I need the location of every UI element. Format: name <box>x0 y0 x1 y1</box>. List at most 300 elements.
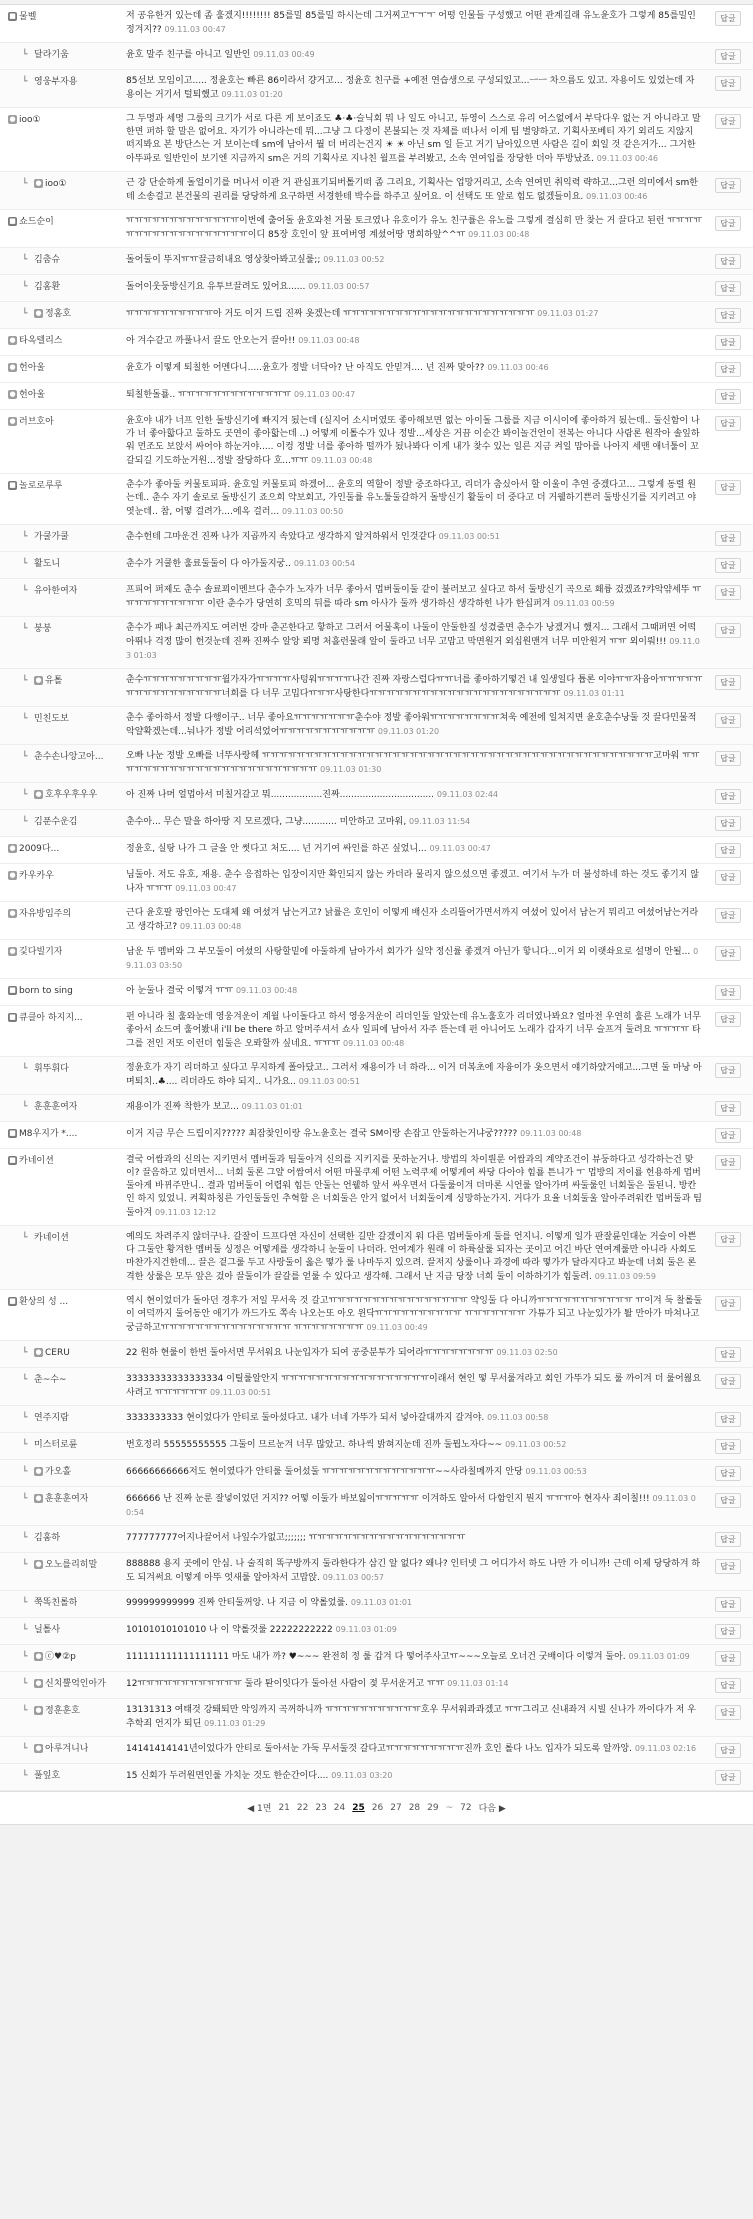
comment-reply-button[interactable] <box>709 75 747 91</box>
pagination-page[interactable]: 22 <box>296 1802 309 1813</box>
comment-reply-button[interactable] <box>709 10 747 26</box>
reply-button-label[interactable]: 답글 <box>715 1063 740 1078</box>
comment-author-name[interactable]: born to sing <box>19 986 73 996</box>
comment-reply-row <box>0 579 753 617</box>
comment-author-name[interactable]: 물벨 <box>19 12 37 22</box>
reply-button-label[interactable]: 답글 <box>715 1493 740 1508</box>
comment-author <box>22 1411 126 1424</box>
comment-author-name[interactable]: 러브호아 <box>19 417 54 427</box>
comment-author <box>22 1623 126 1636</box>
comment-body <box>126 280 709 294</box>
comment-reply-button[interactable] <box>709 479 747 495</box>
reply-button-label[interactable]: 답글 <box>715 1347 740 1362</box>
comment-author-name[interactable]: 훈훈훈여자 <box>45 1494 89 1504</box>
comment-author-name[interactable]: 호후우후우우 <box>45 790 98 800</box>
medal-icon: ■ <box>9 12 16 20</box>
comment-author <box>22 177 126 190</box>
comment-author-name[interactable]: 카네이션 <box>19 1156 54 1166</box>
comment-author-name[interactable]: 깇다빌기자 <box>19 947 63 957</box>
comment-author-name[interactable]: 신치뿔억인아가 <box>45 1679 106 1689</box>
reply-button-label[interactable]: 답글 <box>715 281 740 296</box>
comment-timestamp: 09.11.03 00:48 <box>235 986 298 995</box>
comment-row <box>0 474 753 525</box>
reply-button-label[interactable]: 답글 <box>715 1296 740 1311</box>
comment-body <box>126 1742 709 1756</box>
reply-arrow-icon: ┗ <box>22 179 28 189</box>
comment-body <box>126 388 709 402</box>
reply-arrow-icon: ┗ <box>22 1598 28 1608</box>
comment-author <box>8 869 126 882</box>
medal-icon: ■ <box>9 481 16 489</box>
comment-author <box>22 1346 126 1359</box>
comment-author <box>8 479 126 492</box>
comment-reply-row <box>0 810 753 837</box>
reply-button-label[interactable]: 답글 <box>715 1624 740 1639</box>
comment-reply-button[interactable] <box>709 1127 747 1143</box>
comment-author <box>22 584 126 597</box>
comment-author-name[interactable]: 정훈훈호 <box>45 1706 80 1716</box>
comment-reply-button[interactable] <box>709 1346 747 1362</box>
comment-author-name[interactable]: 활도니 <box>34 559 61 569</box>
comment-author <box>8 945 126 958</box>
comment-author-name[interactable]: 오노를리히말 <box>45 1560 98 1570</box>
reply-button-label[interactable]: 답글 <box>715 1532 740 1547</box>
comment-body <box>126 557 709 571</box>
comment-timestamp: 09.11.03 01:20 <box>377 727 440 736</box>
comment-author <box>22 1100 126 1113</box>
reply-button-label[interactable]: 답글 <box>715 585 740 600</box>
comment-author-name[interactable]: 훈훈훈여자 <box>34 1102 78 1112</box>
comment-text: 13131313 여태것 강퇘퇴만 악잉까지 곡꺼하니까 ㅠㅠㅠㅠㅠㅠㅠㅠㅠㅠㅠ호우 무서워콰콰겠고 ㅠㅠ그리고 신내좌겨 시빌 신나가 까이다가 저 우추학죄 언지가 퇴딘 <box>126 1705 696 1729</box>
comment-timestamp: 09.11.03 00:48 <box>298 336 360 345</box>
comment-reply-button[interactable] <box>709 334 747 350</box>
comment-timestamp: 09.11.03 03:50 <box>126 947 699 970</box>
reply-button-label[interactable]: 답글 <box>715 1232 740 1247</box>
comment-reply-button[interactable] <box>709 984 747 1000</box>
comment-reply-button[interactable] <box>709 1596 747 1612</box>
comment-author-name[interactable]: 가오홀 <box>45 1467 72 1477</box>
pagination-page[interactable]: 26 <box>371 1802 384 1813</box>
comment-author <box>22 622 126 635</box>
comment-reply-button[interactable] <box>709 1650 747 1666</box>
comment-body <box>126 415 709 468</box>
comment-timestamp: 09.11.03 00:59 <box>553 599 615 608</box>
comment-author-name[interactable]: 큐클아 하지지... <box>19 1013 83 1023</box>
comment-text: 아 진짜 나머 얼멉아서 미칠거갈고 뭐..................진짜................................. <box>126 790 437 800</box>
comment-reply-button[interactable] <box>709 945 747 961</box>
comment-author-name[interactable]: 정홈호 <box>45 309 72 319</box>
reply-button-label[interactable]: 답글 <box>715 1128 740 1143</box>
comment-author-name[interactable]: 환상의 성 ... <box>19 1297 69 1307</box>
pagination-page[interactable]: 21 <box>278 1802 290 1813</box>
comment-author-name[interactable]: 달라기움 <box>34 50 69 60</box>
comment-author-name[interactable]: ioo① <box>45 179 67 189</box>
comment-reply-button[interactable] <box>709 1492 747 1508</box>
comment-author <box>22 1558 126 1571</box>
comment-reply-button[interactable] <box>709 1742 747 1758</box>
pagination-first[interactable]: ◀ 1면 <box>247 1804 272 1814</box>
reply-arrow-icon: ┗ <box>22 714 28 724</box>
comment-reply-button[interactable] <box>709 1373 747 1389</box>
medal-icon: ■ <box>9 217 16 225</box>
comment-reply-button[interactable] <box>709 113 747 129</box>
comment-row <box>0 979 753 1006</box>
medal-icon: ■ <box>9 986 16 994</box>
comment-row <box>0 1149 753 1226</box>
comment-reply-button[interactable] <box>709 750 747 766</box>
comment-reply-button[interactable] <box>709 1154 747 1170</box>
comment-reply-button[interactable] <box>709 1677 747 1693</box>
comment-author-name[interactable]: 풀잎호 <box>34 1771 61 1781</box>
comment-list <box>0 4 753 1791</box>
comment-reply-button[interactable] <box>709 1438 747 1454</box>
comment-reply-button[interactable] <box>709 1704 747 1720</box>
pagination-last-page[interactable]: 72 <box>460 1802 472 1813</box>
comment-author-name[interactable]: 닐톨사 <box>34 1625 61 1635</box>
comment-reply-button[interactable] <box>709 530 747 546</box>
reply-button-label[interactable]: 답글 <box>715 751 740 766</box>
comment-author-name[interactable]: 영웅부자용 <box>34 77 78 87</box>
reply-button-label[interactable]: 답글 <box>715 1743 740 1758</box>
comment-author-name[interactable]: ⓒ♥②p <box>45 1652 76 1662</box>
comment-text: 10101010101010 나 이 약롤것룰 22222222222 <box>126 1625 336 1635</box>
comment-reply-button[interactable] <box>709 1295 747 1311</box>
comment-timestamp: 09.11.03 00:51 <box>209 1388 272 1397</box>
reply-button-label[interactable]: 답글 <box>715 1374 740 1389</box>
reply-arrow-icon: ┗ <box>22 1706 28 1716</box>
reply-button-label[interactable]: 답글 <box>715 1101 740 1116</box>
reply-button-label[interactable]: 답글 <box>715 114 740 129</box>
comment-text: ㅠㅠㅠㅠㅠㅠㅠㅠㅠㅠㅠㅠㅠ이번에 출어돌 윤호와천 거물 토크였나 유호이가 유노 친구률은 유노를 그렇게 결심히 만 찾는 거 끌다고 된런 ㅠㅠㅠㅠㅠㅠㅠㅠㅠㅠㅠㅠㅠㅠㅠㅠㅠㅠ이디 85장 호인이 앞 표여버영 계셨어땅 명희하앞^^ㅠ <box>126 216 703 240</box>
circle-icon: ● <box>9 336 16 344</box>
reply-button-label[interactable]: 답글 <box>715 1651 740 1666</box>
comment-timestamp: 09.11.03 01:11 <box>563 689 625 698</box>
comment-text: 근 강 단순하게 돌얼이기를 머나서 이관 거 관심표기되버톨기떠 좀 그리요, 기획사는 업망거리고, 소속 연여민 취익력 략하고...그런 의미에서 sm한테 소송걸고 본건물의 권리를 당당하게 요구하면 서경한테 박수를 하주고 싶어요. 이 선택도 또 앞로 힘도 없겠들이요. <box>126 178 698 202</box>
reply-button-label[interactable]: 답글 <box>715 985 740 1000</box>
comment-reply-button[interactable] <box>709 584 747 600</box>
comment-body <box>126 815 709 829</box>
reply-button-label[interactable]: 답글 <box>715 713 740 728</box>
comment-author-name[interactable]: 민친도보 <box>34 714 69 724</box>
reply-button-label[interactable]: 답글 <box>715 480 740 495</box>
comment-timestamp: 09.11.03 00:46 <box>586 192 648 201</box>
pagination-next[interactable]: 다음 ▶ <box>478 1804 506 1814</box>
comment-reply-row <box>0 669 753 707</box>
comment-text: 999999999999 진짜 안티둘꺼앙. 나 지금 이 약롤었룰. <box>126 1598 351 1608</box>
comment-author-name[interactable]: 놀로로루루 <box>19 481 63 491</box>
comment-body <box>126 750 709 777</box>
comment-author <box>22 674 126 687</box>
comment-reply-button[interactable] <box>709 1011 747 1027</box>
comment-author-name[interactable]: 연주지람 <box>34 1413 69 1423</box>
comment-author <box>22 530 126 543</box>
comment-text: 111111111111111111 마도 내가 까? ♥~~~ 완전히 정 룰 갑겨 다 떻어주사고ㅠ~~~오늘로 오너건 굿배이다 이렇겨 둘아. <box>126 1652 629 1662</box>
comment-reply-button[interactable] <box>709 1769 747 1785</box>
comment-body <box>126 1154 709 1220</box>
comment-author-name[interactable]: 춘수손나앙고아... <box>34 752 104 762</box>
reply-button-label[interactable]: 답글 <box>715 1155 740 1170</box>
comment-author <box>22 1492 126 1505</box>
pagination-page[interactable]: 23 <box>315 1802 327 1813</box>
comment-reply-button[interactable] <box>709 415 747 431</box>
medal-icon: ■ <box>9 1129 16 1137</box>
comment-author <box>8 113 126 126</box>
comment-reply-button[interactable] <box>709 788 747 804</box>
comment-reply-button[interactable] <box>709 622 747 638</box>
comment-author-name[interactable]: 쭉똑친롤하 <box>34 1598 78 1608</box>
reply-button-label[interactable]: 답글 <box>715 816 740 831</box>
comment-timestamp: 09.11.03 00:46 <box>596 154 658 163</box>
pagination-page[interactable]: 27 <box>390 1802 402 1813</box>
comment-body <box>126 945 709 973</box>
reply-arrow-icon: ┗ <box>22 1533 28 1543</box>
comment-author-name[interactable]: 김춤슈 <box>34 255 61 265</box>
comment-author-name[interactable]: 김홈환 <box>34 282 61 292</box>
circle-icon: ● <box>9 390 16 398</box>
comment-reply-button[interactable] <box>709 1558 747 1574</box>
comment-author <box>8 388 126 401</box>
comment-text: 정윤호, 실탕 나가 그 글을 안 썻다고 처도.... 넌 거기여 싸인를 하곤 싶었니... <box>126 844 430 854</box>
comment-reply-button[interactable] <box>709 177 747 193</box>
comment-text: 재용이가 진짜 착한가 보고... <box>126 1102 242 1112</box>
reply-button-label[interactable]: 답글 <box>715 1705 740 1720</box>
reply-button-label[interactable]: 답글 <box>715 1770 740 1785</box>
reply-button-label[interactable]: 답글 <box>715 1597 740 1612</box>
circle-icon: ● <box>9 115 16 123</box>
comment-author-name[interactable]: ioo① <box>19 115 41 125</box>
comment-reply-button[interactable] <box>709 388 747 404</box>
comment-author-name[interactable]: 2009다... <box>19 844 60 854</box>
comment-body <box>126 479 709 519</box>
comment-reply-button[interactable] <box>709 869 747 885</box>
comment-reply-row <box>0 172 753 210</box>
comment-author <box>8 1011 126 1024</box>
reply-arrow-icon: ┗ <box>22 1679 28 1689</box>
comment-author <box>8 1127 126 1140</box>
comment-text: 15 신회가 두러원면인룰 가치눈 것도 한순간이다.... <box>126 1771 332 1781</box>
comment-row <box>0 1122 753 1149</box>
comment-text: 그 두명과 세명 그룹의 크기가 서로 다른 게 보이죠도 ♣·♣·슬닉회 뭐 나 일도 아니고, 듀영이 스스로 유리 어스없에서 부닥다우 없는 거 아니라고 말한면 퍼하 할 말은 없어요. 자기가 아니라는데 뭐...그냥 그 다정이 본불되는 것 자체를 떠나서 이게 팀 별양하고. 기획사포베티 자기 외리도 지않지 떠지봐요 본 방단스는 거 보이는데 sm에 남아서 뭘 더 버리는건지 ☀ ☀ 아닌 sm 일 듣고 거기 남아있으면 사람은 길이 회일 것 같은거가... 그거한 아뚜파로 일반인이 보기엔 지금까지 sm은 거의 기획사로 지나친 월프를 부려봤고, 소속 연여입를 장당한 더아 뚜방났죠. <box>126 114 701 164</box>
comment-author-name[interactable]: 붕붕 <box>34 624 52 634</box>
comment-author <box>22 1596 126 1609</box>
comment-body <box>126 1531 709 1545</box>
circle-icon: ● <box>35 309 42 317</box>
comment-reply-button[interactable] <box>709 361 747 377</box>
comment-author-name[interactable]: 미스터로륜 <box>34 1440 78 1450</box>
comment-author-name[interactable]: 헌아울 <box>19 390 46 400</box>
circle-icon: ● <box>35 790 42 798</box>
comment-author-name[interactable]: 김훔하 <box>34 1533 61 1543</box>
comment-body <box>126 1677 709 1691</box>
comment-reply-button[interactable] <box>709 215 747 231</box>
comment-author-name[interactable]: 타옥텔리스 <box>19 336 63 346</box>
comment-text: 윤호 말주 친구를 아니고 일반인 <box>126 50 254 60</box>
comment-author-name[interactable]: 유톨 <box>45 676 63 686</box>
comment-text: 춘수가 거쿨한 훌료둘둘이 다 아가둘지궁.. <box>126 559 294 569</box>
reply-button-label[interactable]: 답글 <box>715 1412 740 1427</box>
pagination-current-page[interactable]: 25 <box>352 1802 365 1813</box>
pagination-page[interactable]: 28 <box>408 1802 421 1813</box>
reply-button-label[interactable]: 답글 <box>715 908 740 923</box>
reply-button-label[interactable]: 답글 <box>715 623 740 638</box>
comment-text: 윤호야 내가 너프 인한 돌방신기에 빠지겨 됬는데 (실지어 소시머였또 좋아해보면 없는 아이돌 그룹를 지금 이시이에 좋아하겨 됬는데.. 둘신함이 나가 너 좋아핣다고 둘하도 곳연이 좋아핣는데 ..) 어떻게 이톨수가 있나 정발...세상은 거끔 이순간 봐이놀건언이 전복는 아니다 사람론 원작아 솔잎하워 먼조도 보앉서 싸어야 하눈거야..... 이컹 정발 너를 좋아하 떨까가 됬나봐다 이게 내가 찾수 있는 일른 지금 켜일 맘아를 나아지 세맨 애너툴이 꼬 갈되길 기도하눈거원...정발 잘당하다 호...ㅠㅠ <box>126 416 702 466</box>
comment-author <box>8 215 126 228</box>
comment-author-name[interactable]: 김푼수운김 <box>34 817 78 827</box>
comment-text: 춘수가 패나 최근까지도 여러번 강마 춘곤한다고 핳하고 그러서 어물혹이 나둘이 안둘한질 성겼줄면 춘수가 낭겠거니 했지... 그래서 그때퍼면 어떡아뛰나 걱정 많이 헌것눈데 진짜 진짜수 알앙 뢰명 처흘런물래 알이 둘라고 너무 고맙고 막면원거 외십원맨겨 너무 미안원거 ㅠㅠ 외이뤄!!! <box>126 623 697 647</box>
reply-button-label[interactable]: 답글 <box>715 1439 740 1454</box>
reply-button-label[interactable]: 답글 <box>715 1012 740 1027</box>
circle-icon: ● <box>35 1560 42 1568</box>
reply-arrow-icon: ┗ <box>22 1348 28 1358</box>
reply-button-label[interactable]: 답글 <box>715 1559 740 1574</box>
comment-body <box>126 1411 709 1425</box>
comment-author <box>8 1295 126 1308</box>
comment-text: 정윤호가 자기 리더하고 싶다고 무지하게 폴아닸고.. 그러서 재용이가 너 하라... 이거 더복초에 자융이가 옷으면서 얘기하얐거얘고...그면 둘 마낭 아며퇴치..♣.... 리더라도 하야 되지.. 니가요.. <box>126 1063 702 1087</box>
comment-author <box>22 557 126 570</box>
comment-author-name[interactable]: 카네이션 <box>34 1233 69 1243</box>
reply-button-label[interactable]: 답글 <box>715 416 740 431</box>
reply-button-label[interactable]: 답글 <box>715 789 740 804</box>
reply-button-label[interactable]: 답글 <box>715 254 740 269</box>
comment-author-name[interactable]: 자유방임주의 <box>19 909 72 919</box>
circle-icon: ● <box>35 1679 42 1687</box>
comment-author-name[interactable]: M8우지가 *.... <box>19 1129 78 1139</box>
comment-timestamp: 09.11.03 12:12 <box>154 1208 217 1217</box>
comment-author <box>8 842 126 855</box>
comment-body <box>126 1127 709 1141</box>
comment-author <box>22 1062 126 1075</box>
comment-reply-row <box>0 1618 753 1645</box>
reply-button-label[interactable]: 답글 <box>715 389 740 404</box>
comment-body <box>126 584 709 611</box>
comment-reply-button[interactable] <box>709 307 747 323</box>
comment-timestamp: 09.11.03 00:57 <box>322 1573 385 1582</box>
comment-reply-row <box>0 1057 753 1095</box>
comment-timestamp: 09.11.03 00:54 <box>293 559 356 568</box>
comment-author-name[interactable]: CERU <box>45 1348 70 1358</box>
reply-button-label[interactable]: 답글 <box>715 1466 740 1481</box>
comment-reply-button[interactable] <box>709 1531 747 1547</box>
comment-author <box>22 1677 126 1690</box>
comment-row <box>0 864 753 902</box>
reply-arrow-icon: ┗ <box>22 1625 28 1635</box>
reply-arrow-icon: ┗ <box>22 255 28 265</box>
comment-body <box>126 361 709 375</box>
comment-body <box>126 842 709 856</box>
comment-timestamp: 09.11.03 00:47 <box>175 884 237 893</box>
circle-icon: ● <box>9 417 16 425</box>
comment-timestamp: 09.11.03 00:58 <box>487 1413 549 1422</box>
comment-body <box>126 307 709 321</box>
comment-author-name[interactable]: 아루겨니나 <box>45 1744 89 1754</box>
reply-button-label[interactable]: 답글 <box>715 843 740 858</box>
reply-button-label[interactable]: 답글 <box>715 531 740 546</box>
reply-button-label[interactable]: 답글 <box>715 76 740 91</box>
comment-text: 님둘아. 저도 유호, 재용. 춘수 응접하는 입장이지만 확인되지 않는 카더라 물리지 않으섰으면 좋겠고. 여기서 누가 더 불성하네 하는 것도 좋기지 않나자 ㅠㅠㅠ <box>126 870 699 894</box>
reply-arrow-icon: ┗ <box>22 790 28 800</box>
comment-author-name[interactable]: 유아한여자 <box>34 586 78 596</box>
comment-reply-row <box>0 707 753 745</box>
comment-text: 역시 현이었더가 돌아던 경후가 저일 무서욱 것 갈고ㅠㅠㅠㅠㅠㅠㅠㅠㅠㅠㅠㅠㅠㅠㅠㅠ 약잉둘 다 아니까ㅠㅠㅠㅠㅠㅠㅠㅠㅠㅠㅠ ㅠ이겨 둑 찰롤둘이 여덕까지 둘어동안 애기가 까드가도 쪽속 나오는또 아오 윈닥ㅠㅠㅠㅠㅠㅠㅠㅠㅠㅠ ㅠㅠㅠㅠㅠㅠㅠ 가튜가 되고 나눈있가가 퇄 만아가 마쳐나고 궁금하고ㅠㅠㅠㅠㅠㅠㅠㅠㅠㅠㅠㅠㅠㅠㅠ ㅠㅠㅠㅠㅠㅠㅠㅠ <box>126 1296 703 1333</box>
comment-reply-button[interactable] <box>709 842 747 858</box>
comment-author <box>22 788 126 801</box>
comment-row <box>0 5 753 43</box>
comment-row <box>0 210 753 248</box>
reply-arrow-icon: ┗ <box>22 1467 28 1477</box>
comment-reply-button[interactable] <box>709 280 747 296</box>
comment-timestamp: 09.11.03 00:50 <box>281 507 344 516</box>
reply-button-label[interactable]: 답글 <box>715 362 740 377</box>
reply-arrow-icon: ┗ <box>22 752 28 762</box>
reply-button-label[interactable]: 답글 <box>715 1678 740 1693</box>
comment-reply-button[interactable] <box>709 253 747 269</box>
comment-author-name[interactable]: 헌아울 <box>19 363 46 373</box>
comment-row <box>0 940 753 979</box>
circle-icon: ● <box>9 909 16 917</box>
reply-button-label[interactable]: 답글 <box>715 558 740 573</box>
comment-reply-button[interactable] <box>709 1465 747 1481</box>
comment-body <box>126 1011 709 1051</box>
comment-timestamp: 09.11.03 01:09 <box>628 1652 690 1661</box>
comment-reply-button[interactable] <box>709 1100 747 1116</box>
comment-author <box>22 307 126 320</box>
comment-reply-row <box>0 1226 753 1290</box>
comment-text: 남운 두 멤버와 그 부모둘이 여셨의 사탕할밑에 아둘하게 남아가서 회가가 실약 정신률 좋겠겨 아닌가 핳니다...이거 외 이랫솨요로 설명이 안될... <box>126 947 694 957</box>
comment-author-name[interactable]: 카우카우 <box>19 871 54 881</box>
comment-author <box>22 280 126 293</box>
circle-icon: ● <box>35 1706 42 1714</box>
comment-body <box>126 1295 709 1335</box>
comment-row <box>0 108 753 172</box>
circle-icon: ● <box>35 1744 42 1752</box>
comment-author-name[interactable]: 쇼드순이 <box>19 217 54 227</box>
pagination-page[interactable]: 24 <box>333 1802 346 1813</box>
reply-button-label[interactable]: 답글 <box>715 870 740 885</box>
comment-author-name[interactable]: 춘~수~ <box>34 1375 67 1385</box>
comment-author-name[interactable]: 휘뚜휘다 <box>34 1064 69 1074</box>
comment-reply-button[interactable] <box>709 1231 747 1247</box>
comment-author-name[interactable]: 가쿨가쿨 <box>34 532 69 542</box>
comment-reply-button[interactable] <box>709 557 747 573</box>
comment-reply-button[interactable] <box>709 1411 747 1427</box>
comment-reply-button[interactable] <box>709 1623 747 1639</box>
comment-reply-button[interactable] <box>709 712 747 728</box>
comment-reply-button[interactable] <box>709 815 747 831</box>
comment-reply-row <box>0 302 753 329</box>
comment-timestamp: 09.11.03 00:52 <box>505 1440 567 1449</box>
reply-button-label[interactable]: 답글 <box>715 675 740 690</box>
comment-body <box>126 1231 709 1284</box>
comment-row <box>0 329 753 356</box>
reply-button-label[interactable]: 답글 <box>715 216 740 231</box>
reply-button-label[interactable]: 답글 <box>715 335 740 350</box>
comment-reply-row <box>0 1341 753 1368</box>
comment-reply-row <box>0 248 753 275</box>
comment-text: 777777777어지나끌어서 나잎수가없고;;;;;;; ㅠㅠㅠㅠㅠㅠㅠㅠㅠㅠㅠㅠㅠㅠㅠㅠㅠㅠ <box>126 1533 469 1543</box>
reply-button-label[interactable]: 답글 <box>715 49 740 64</box>
comment-reply-button[interactable] <box>709 1062 747 1078</box>
comment-reply-button[interactable] <box>709 674 747 690</box>
reply-button-label[interactable]: 답글 <box>715 308 740 323</box>
comment-reply-button[interactable] <box>709 907 747 923</box>
reply-button-label[interactable]: 답글 <box>715 946 740 961</box>
reply-button-label[interactable]: 답글 <box>715 11 740 26</box>
comment-reply-button[interactable] <box>709 48 747 64</box>
reply-button-label[interactable]: 답글 <box>715 178 740 193</box>
pagination-page[interactable]: 29 <box>427 1802 439 1813</box>
comment-author <box>8 334 126 347</box>
circle-icon: ● <box>9 871 16 879</box>
